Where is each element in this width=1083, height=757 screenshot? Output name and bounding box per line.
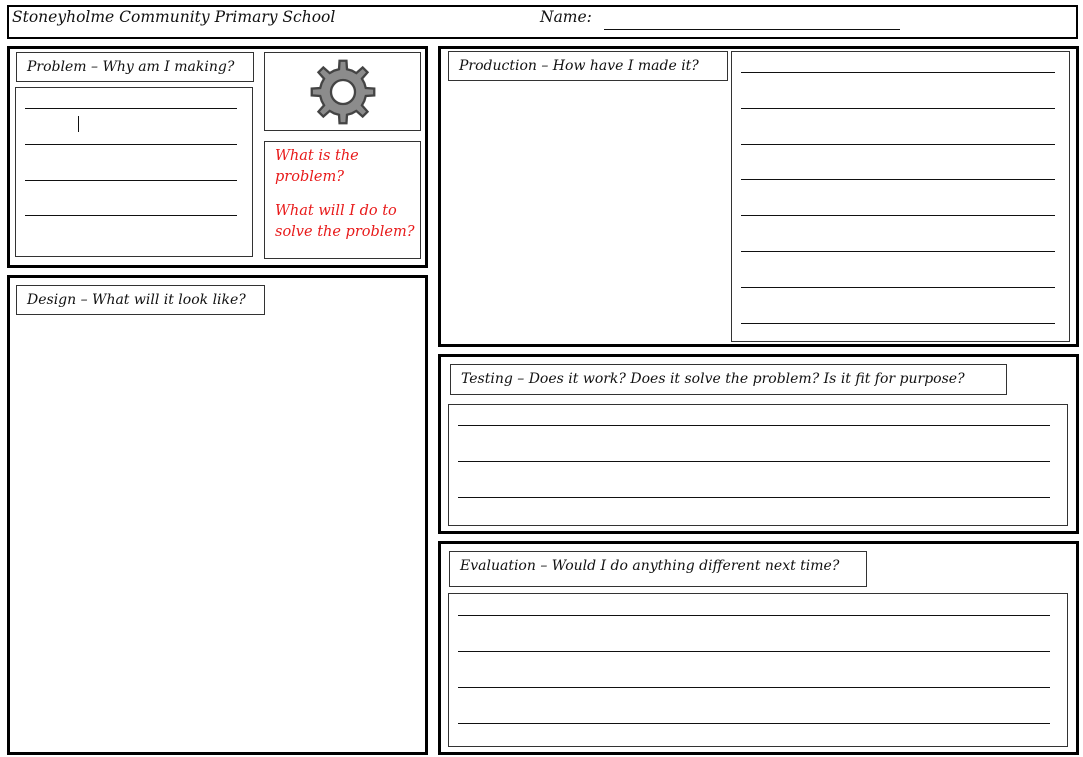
testing-answer-box[interactable] xyxy=(448,404,1068,526)
production-write-line xyxy=(741,108,1055,109)
testing-write-line xyxy=(458,497,1050,498)
name-label: Name: xyxy=(540,8,592,26)
production-write-line xyxy=(741,323,1055,324)
production-write-line xyxy=(741,251,1055,252)
testing-write-line xyxy=(458,425,1050,426)
problem-heading: Problem – Why am I making? xyxy=(16,52,254,82)
problem-write-line xyxy=(25,144,237,145)
production-heading: Production – How have I made it? xyxy=(448,51,728,81)
testing-heading: Testing – Does it work? Does it solve the problem? Is it fit for purpose? xyxy=(450,364,1007,395)
production-write-line xyxy=(741,144,1055,145)
evaluation-write-line xyxy=(458,687,1050,688)
evaluation-heading: Evaluation – Would I do anything different next time? xyxy=(449,551,867,587)
evaluation-write-line xyxy=(458,651,1050,652)
prompt-what-will-i-do: What will I do to solve the problem? xyxy=(275,203,415,240)
production-write-line xyxy=(741,287,1055,288)
school-name: Stoneyholme Community Primary School xyxy=(12,8,336,26)
production-write-line xyxy=(741,215,1055,216)
problem-write-line xyxy=(25,108,237,109)
production-answer-box[interactable] xyxy=(731,51,1070,342)
gear-icon-box xyxy=(264,52,421,131)
problem-write-line xyxy=(25,215,237,216)
gear-icon xyxy=(306,55,380,129)
evaluation-write-line xyxy=(458,723,1050,724)
text-cursor xyxy=(78,116,79,132)
testing-write-line xyxy=(458,461,1050,462)
production-write-line xyxy=(741,72,1055,73)
prompt-what-is-problem: What is the problem? xyxy=(275,148,359,185)
design-section[interactable] xyxy=(7,275,428,755)
evaluation-write-line xyxy=(458,615,1050,616)
problem-answer-box[interactable] xyxy=(15,87,253,257)
name-write-line[interactable] xyxy=(604,29,900,30)
problem-write-line xyxy=(25,180,237,181)
design-heading: Design – What will it look like? xyxy=(16,285,265,315)
problem-prompt-box xyxy=(264,141,421,259)
production-write-line xyxy=(741,179,1055,180)
